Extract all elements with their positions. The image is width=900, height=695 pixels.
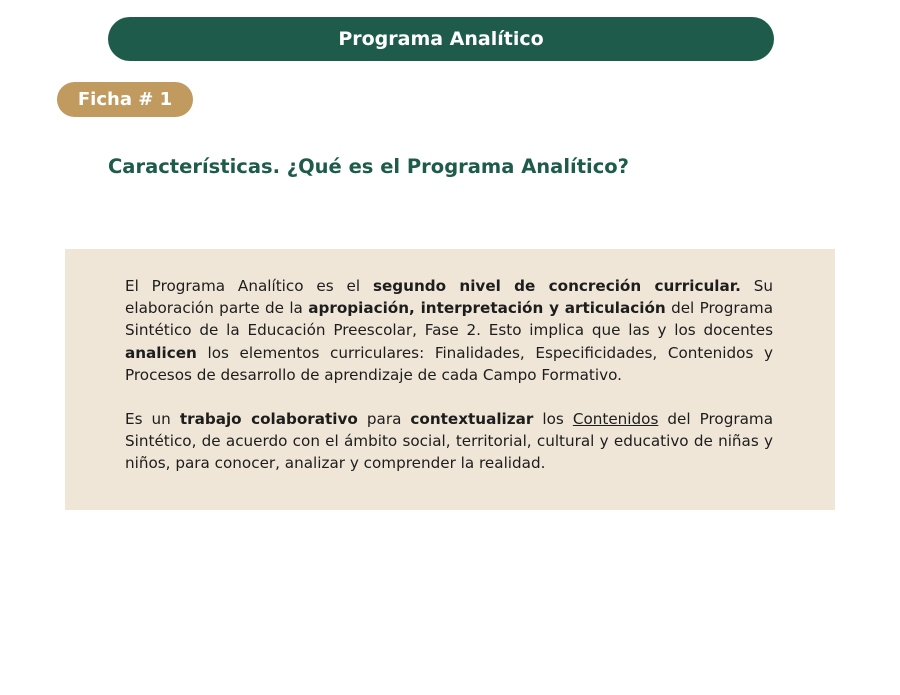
section-title: Características. ¿Qué es el Programa Analítico?: [108, 155, 629, 178]
p2-text-2: para: [357, 410, 411, 429]
content-box: [65, 249, 835, 510]
p2-underline-contenidos: Contenidos: [572, 410, 659, 429]
p1-text-2: Su elaboración parte de la: [125, 277, 773, 318]
paragraph-1: [125, 275, 773, 386]
p2-text-3: los: [533, 410, 573, 429]
p2-text-1: Es un: [125, 410, 180, 429]
ficha-label: Ficha # 1: [77, 89, 173, 110]
p2-bold-2: contextualizar: [410, 410, 534, 429]
p1-bold-1: segundo nivel de concreción curricular.: [372, 277, 741, 295]
header-bar: [108, 17, 774, 61]
p2-text-4: del Programa Sintético, de acuerdo con el ámbito social, territorial, cultural y educativo de niñas y niños, para conocer, analizar y comprender la realidad.: [125, 410, 774, 473]
content-text: [125, 275, 773, 475]
p1-text-4: los elementos curriculares: Finalidades, Especificidades, Contenidos y Procesos de desarrollo de aprendizaje de cada Campo Formativo.: [125, 343, 773, 384]
p1-text-1: El Programa Analítico es el: [125, 277, 373, 295]
paragraph-2: [125, 408, 773, 475]
p1-bold-3: analicen: [125, 343, 197, 362]
ficha-badge: [57, 82, 193, 117]
p2-bold-1: trabajo colaborativo: [179, 410, 358, 429]
p1-text-3: del Programa Sintético de la Educación Preescolar, Fase 2. Esto implica que las y los docentes: [125, 299, 774, 340]
p1-bold-2: apropiación, interpretación y articulación: [308, 299, 666, 318]
header-title: Programa Analítico: [338, 28, 544, 50]
